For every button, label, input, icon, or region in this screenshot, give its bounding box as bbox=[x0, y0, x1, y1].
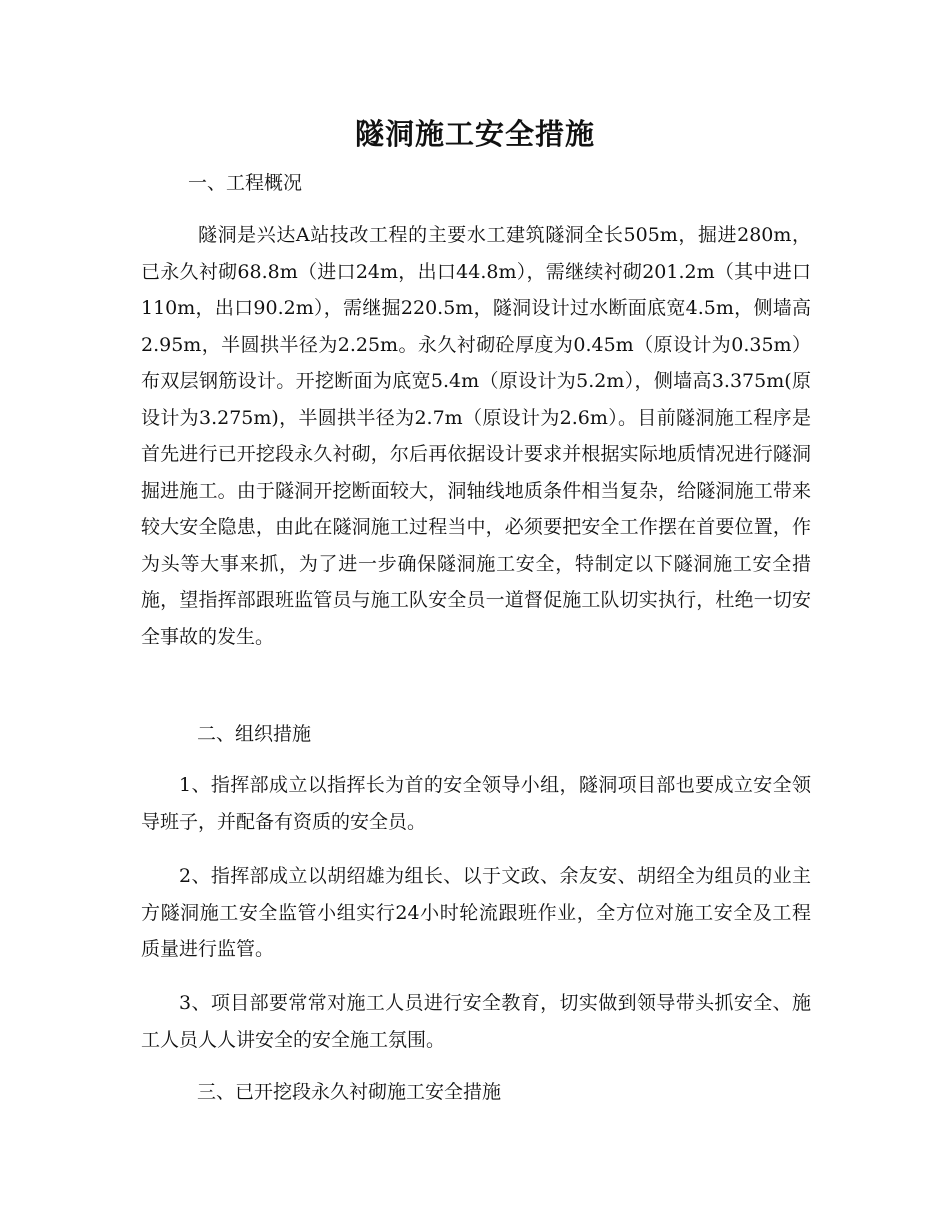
section-heading-lining-safety: 三、已开挖段永久衬砌施工安全措施 bbox=[197, 1081, 502, 1103]
section-heading-overview: 一、工程概况 bbox=[188, 172, 303, 194]
section-heading-organization: 二、组织措施 bbox=[197, 723, 312, 745]
paragraph-organization-1: 1、指挥部成立以指挥长为首的安全领导小组，隧洞项目部也要成立安全领导班子，并配备有资质的安全员。 bbox=[141, 774, 811, 833]
paragraph-organization-2: 2、指挥部成立以胡绍雄为组长、以于文政、余友安、胡绍全为组员的业主方隧洞施工安全监管小组实行24小时轮流跟班作业，全方位对施工安全及工程质量进行监管。 bbox=[141, 865, 811, 960]
paragraph-overview: 隧洞是兴达A站技改工程的主要水工建筑隧洞全长505m，掘进280m，已永久衬砌68.8m（进口24m，出口44.8m），需继续衬砌201.2m（其中进口110m，出口90.2m），需继掘220.5m，隧洞设计过水断面底宽4.5m，侧墙高2.95m，半圆拱半径为2.25m。永久衬砌砼厚度为0.45m（原设计为0.35m）布双层钢筋设计。开挖断面为底宽5.4m（原设计为5.2m），侧墙高3.375m(原设计为3.275m)，半圆拱半径为2.7m（原设计为2.6m）。目前隧洞施工程序是首先进行已开挖段永久衬砌，尔后再依据设计要求并根据实际地质情况进行隧洞掘进施工。由于隧洞开挖断面较大，洞轴线地质条件相当复杂，给隧洞施工带来较大安全隐患，由此在隧洞施工过程当中，必须要把安全工作摆在首要位置，作为头等大事来抓，为了进一步确保隧洞施工安全，特制定以下隧洞施工安全措施，望指挥部跟班监管员与施工队安全员一道督促施工队切实执行，杜绝一切安全事故的发生。 bbox=[141, 224, 811, 648]
document-title: 隧洞施工安全措施 bbox=[354, 117, 595, 151]
paragraph-organization-3: 3、项目部要常常对施工人员进行安全教育，切实做到领导带头抓安全、施工人员人人讲安全的安全施工氛围。 bbox=[141, 992, 811, 1051]
